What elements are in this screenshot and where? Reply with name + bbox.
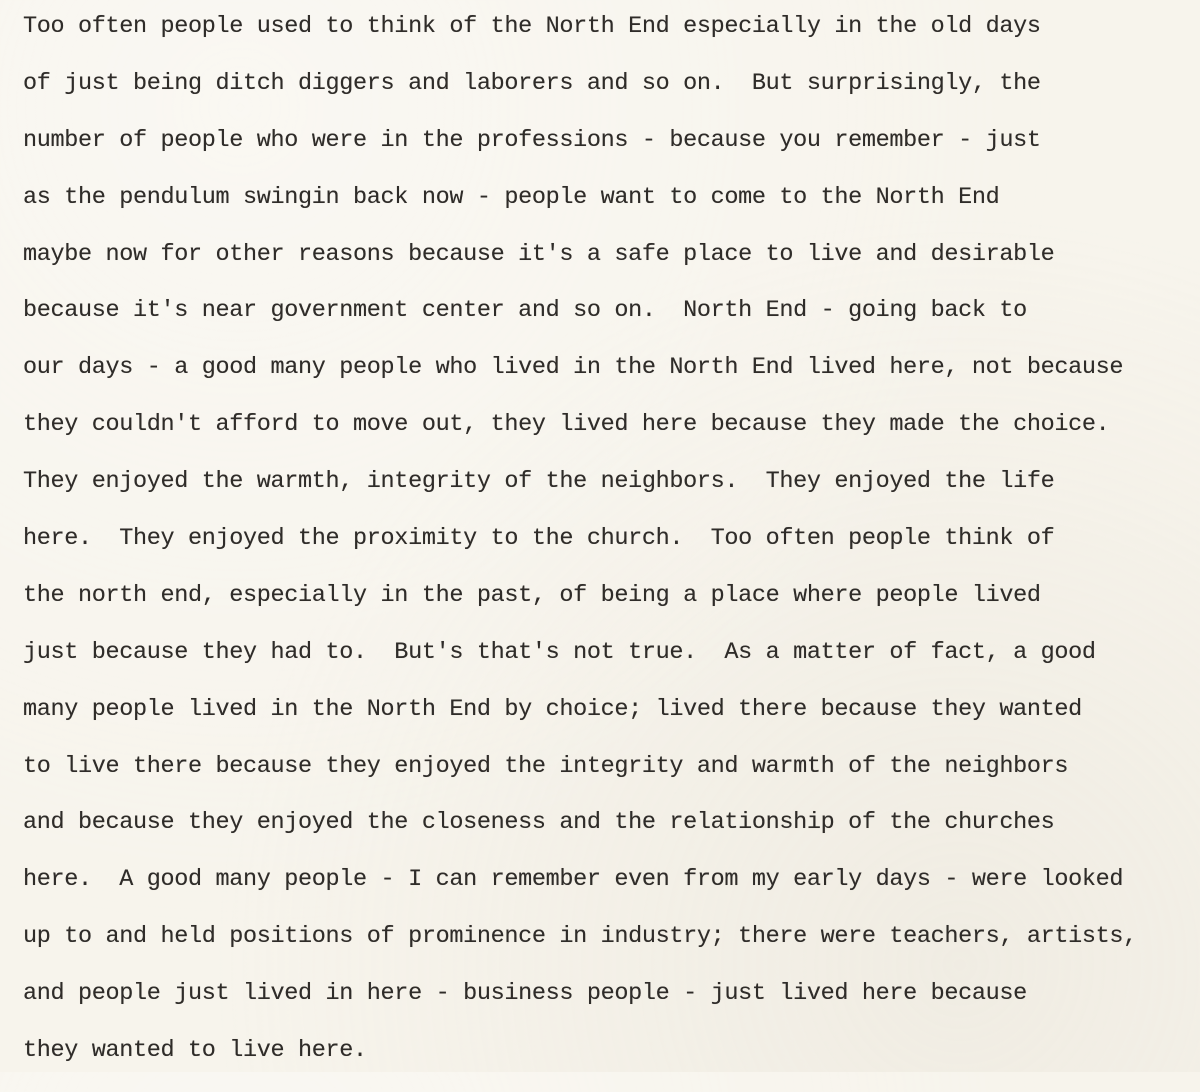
text-line: because it's near government center and so on. North End - going back to [23, 297, 1027, 325]
text-line: and because they enjoyed the closeness and the relationship of the churches [23, 809, 1055, 837]
text-line: maybe now for other reasons because it's a safe place to live and desirable [23, 240, 1055, 268]
text-line: number of people who were in the professions - because you remember - just [23, 126, 1041, 154]
text-line: here. They enjoyed the proximity to the church. Too often people think of [23, 525, 1055, 553]
text-line: just because they had to. But's that's not true. As a matter of fact, a good [23, 638, 1096, 666]
text-line: as the pendulum swingin back now - people want to come to the North End [23, 183, 1000, 211]
text-line: they couldn't afford to move out, they lived here because they made the choice. [23, 411, 1110, 439]
text-line: They enjoyed the warmth, integrity of the neighbors. They enjoyed the life [23, 468, 1055, 496]
text-line: and people just lived in here - business people - just lived here because [23, 980, 1027, 1008]
text-line: many people lived in the North End by choice; lived there because they wanted [23, 695, 1082, 723]
text-line: to live there because they enjoyed the integrity and warmth of the neighbors [23, 752, 1069, 780]
text-line: here. A good many people - I can remember even from my early days - were looked [23, 866, 1124, 894]
text-line: the north end, especially in the past, of being a place where people lived [23, 581, 1041, 609]
text-line: Too often people used to think of the North End especially in the old days [23, 13, 1041, 40]
text-line: our days - a good many people who lived in the North End lived here, not because [23, 354, 1124, 382]
text-line: of just being ditch diggers and laborers and so on. But surprisingly, the [23, 69, 1041, 97]
text-line: up to and held positions of prominence in industry; there were teachers, artists, [23, 923, 1137, 951]
text-line: they wanted to live here. [23, 1037, 367, 1065]
transcript-text [23, 11, 1193, 1092]
